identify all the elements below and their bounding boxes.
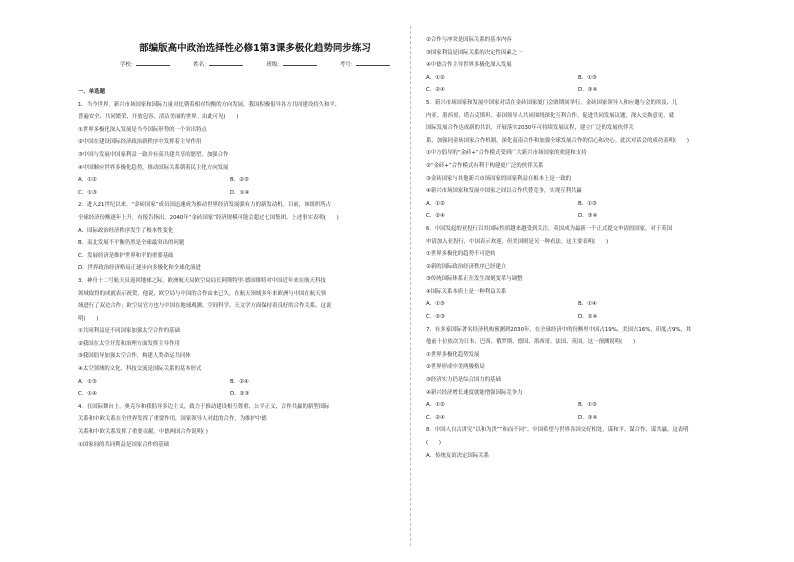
question-line: 5．新兴市场国家和发展中国家对话在金砖国家厦门会晤期间举行。金砖国家领导人和应邀与会的埃及、几 bbox=[426, 99, 678, 106]
statement-line: ③传统国际体系正在发生深刻变革与调整 bbox=[426, 276, 523, 283]
statement-line: ③经济实力仍是综合国力的基础 bbox=[426, 377, 501, 384]
class-field bbox=[267, 60, 317, 68]
option-d: D．②③ bbox=[230, 391, 250, 398]
option-d: D．③④ bbox=[578, 87, 598, 94]
statement-line: ①中方倡导的“金砖+”合作模式受到广大新兴市场国家的欢迎和支持 bbox=[426, 150, 587, 157]
answer-options-row bbox=[426, 412, 756, 425]
statement-line: ④新兴市场国家和发展中国家之间以合作代替竞争，实现互利共赢 bbox=[426, 188, 582, 195]
answer-options-row bbox=[426, 298, 756, 311]
column-divider bbox=[410, 26, 411, 546]
question-4 bbox=[78, 401, 408, 451]
option-a: A．①② bbox=[426, 200, 445, 207]
statement-line: ①共同利益是不同国家加强太空合作的基础 bbox=[78, 328, 180, 335]
option-a: A．①② bbox=[78, 177, 97, 184]
question-5 bbox=[426, 97, 756, 223]
exam-label: 考号： bbox=[339, 62, 356, 68]
option-c: C．②④ bbox=[426, 213, 445, 220]
statement-line: ①世界多极化的趋势不可逆转 bbox=[426, 251, 496, 258]
statement-line: ④中国顺应世界多极化趋势，推动国际关系朝着民主化方向发展 bbox=[78, 164, 229, 171]
answer-options-row bbox=[426, 210, 756, 223]
option-a: A．①③ bbox=[78, 378, 97, 385]
question-line: 关系和中欧关系在全世界发挥了重要作用，国家领导人对此的合作，为维护中德 bbox=[78, 416, 267, 423]
statement-line: ③国家利益是国际关系的决定性因素之一 bbox=[426, 49, 523, 56]
option-b: B．②④ bbox=[230, 378, 249, 385]
statement-line: ①国家间的共同利益是国家合作的基础 bbox=[78, 441, 170, 448]
answer-options-row bbox=[78, 388, 408, 401]
question-line: 明( ) bbox=[78, 315, 99, 322]
answer-options-row bbox=[426, 198, 756, 211]
class-label: 班级： bbox=[266, 62, 283, 68]
statement-line: ②合作与冲突是国际关系的基本内容 bbox=[426, 37, 512, 43]
option-c: C．②③ bbox=[426, 314, 445, 321]
option-line: B．南北发展不平衡仍然是全球最突出的问题 bbox=[78, 240, 185, 247]
question-2 bbox=[78, 199, 408, 275]
option-line: D．世界政治经济格局正逐步向多极化和全球化演进 bbox=[78, 265, 201, 272]
statement-line: ①世界多极化趋势发展 bbox=[426, 351, 480, 358]
option-d: D．①④ bbox=[230, 189, 250, 196]
school-label: 学校： bbox=[120, 62, 137, 68]
school-blank bbox=[136, 60, 170, 66]
statement-line: ④太空领域的文化、科技交流是国际关系的基本形式 bbox=[78, 366, 202, 373]
statement-line: ②中国在建设国际经济政治新秩序中发挥着主导作用 bbox=[78, 139, 202, 146]
question-line: 国际发展合作达成新的共识，开展落实2030年可持续发展议程，建立广泛的发展伙伴关 bbox=[426, 125, 634, 132]
question-line: 系，加强同金砖国家合作机制，深化南南合作和加强全球发展合作的信心和决心。此次对话会的成功表明( ) bbox=[426, 137, 689, 144]
statement-line: ③我国倡导加强太空合作，构建人类命运共同体 bbox=[78, 353, 191, 360]
question-7 bbox=[426, 324, 756, 425]
option-b: B．①③ bbox=[578, 402, 597, 409]
question-line: 领域取得的成就表示祝贺，他说，欧空局与中国的合作由来已久，在航天领域多年来欧洲与中国在航天领 bbox=[78, 290, 326, 297]
statement-line: ④新兴经济增长速度就能增强国际竞争力 bbox=[426, 389, 523, 396]
question-line: 申请加入亚投行，中国表示欢迎，但美国则是另一种看法。这主要表明( ) bbox=[426, 238, 609, 245]
question-4-continued bbox=[426, 34, 756, 97]
right-column bbox=[426, 34, 756, 462]
answer-options-row bbox=[426, 84, 756, 97]
question-line: 2．进入21世纪以来，“金砖国家”成员国迅速成为推动世界经济发展强有力的新发动机。目前，该组织所占 bbox=[78, 202, 332, 209]
question-line: 8．中国人自古讲究“以和为贵”“和而不同”。中国希望与世界各国交好相处，谋和平、谋合作、谋共赢。这表明 bbox=[426, 427, 689, 434]
question-line: 4．在国际舞台上，奥克尔和我倡导多边主义，致力于推动建设相互尊重、公平正义、合作共赢的新型国际 bbox=[78, 403, 330, 410]
option-b: B．②③ bbox=[230, 177, 249, 184]
option-a: A．①② bbox=[426, 74, 445, 81]
question-line: 关系和中欧关系发挥了重要贡献。中德两国合作说明( ) bbox=[78, 429, 208, 436]
exam-blank bbox=[356, 60, 390, 66]
option-line: A．传统友谊决定国际关系 bbox=[426, 452, 489, 459]
answer-options-row bbox=[426, 399, 756, 412]
statement-line: ③金砖国家与其他新兴市场国家的国家利益在根本上是一致的 bbox=[426, 175, 571, 182]
answer-options-row bbox=[78, 174, 408, 187]
exam-field bbox=[340, 60, 390, 68]
option-b: B．①④ bbox=[578, 301, 597, 308]
statement-line: ③中国与发展中国家利益一致并有高共建共享的愿望，加强合作 bbox=[78, 151, 229, 158]
question-line: 域进行了双边合作；欧空局官方也与中国在地球观测、空间科学、天文学方面保持着良好的合作关系。这说 bbox=[78, 303, 332, 310]
question-line: 1．当今世界，新兴市场国家和国际力量对比朝着相对均衡的方向发展，我国积极倡导各方共同建设持久和平、 bbox=[78, 101, 341, 108]
option-c: C．②④ bbox=[426, 87, 445, 94]
statement-line: ②我国在太空开发和治理方面发挥主导作用 bbox=[78, 340, 180, 347]
question-1 bbox=[78, 99, 408, 200]
question-line: 全球经济份额逐年上升。有报告指出，2040年“金砖国家”经济规模可能会超过七国集团。上述事实表明( ) bbox=[78, 214, 339, 221]
option-line: A．国际政治经济秩序发生了根本性变化 bbox=[78, 227, 174, 234]
statement-line: ②“金砖+”合作模式有利于构建更广泛的伙伴关系 bbox=[426, 162, 544, 169]
statement-line: ②世界形成中美两极格局 bbox=[426, 364, 485, 371]
name-label: 姓名： bbox=[193, 62, 210, 68]
question-line: 3．神舟十二号航天员返回地球之际，欧洲航天局欧空局局长阿斯特里·德国维特对中国近年来在航天科技 bbox=[78, 277, 326, 284]
statement-line: ①世界多极化深入发展是当今国际形势的一个突出特点 bbox=[78, 126, 207, 133]
option-d: D．②④ bbox=[578, 314, 598, 321]
statement-line: ②新的国际政治经济秩序已经建立 bbox=[426, 263, 507, 270]
option-c: C．②④ bbox=[426, 414, 445, 421]
student-info-row bbox=[120, 60, 390, 68]
question-line: 7．有多家国际著名经济机构预测到2030年，在全球经济中的份额里中国占19%，美国占16%，印度占9%，其 bbox=[426, 326, 692, 333]
option-b: B．①③ bbox=[578, 74, 597, 81]
question-line: 普遍安全、共同繁荣、开放包容、清洁美丽的世界。由此可见( ) bbox=[78, 114, 239, 121]
name-field bbox=[193, 60, 243, 68]
statement-line: ④国际关系本质上是一种利益关系 bbox=[426, 288, 507, 295]
question-line: ( ) bbox=[426, 440, 441, 446]
statement-line: ④中德合作主导世界多极化深入发展 bbox=[426, 62, 512, 69]
option-c: C．①④ bbox=[78, 391, 97, 398]
option-a: A．①③ bbox=[426, 301, 445, 308]
answer-options-row bbox=[78, 187, 408, 200]
class-blank bbox=[283, 60, 317, 66]
left-column bbox=[78, 86, 408, 451]
answer-options-row bbox=[426, 72, 756, 85]
question-6 bbox=[426, 223, 756, 324]
answer-options-row bbox=[78, 376, 408, 389]
section-heading: 一、单选题 bbox=[78, 89, 105, 95]
question-line: 他前十位依次为日本、巴西、俄罗斯、德国、墨西哥、法国、英国。这一预测说明( ) bbox=[426, 339, 636, 346]
option-b: B．①③ bbox=[578, 200, 597, 207]
option-c: C．①③ bbox=[78, 189, 97, 196]
question-line: 内亚、墨西哥、塔吉克斯坦、泰国领导人共同围绕深化互利合作、促进共同发展议题，深入交换意见，就 bbox=[426, 112, 674, 119]
school-field bbox=[120, 60, 170, 68]
answer-options-row bbox=[426, 311, 756, 324]
question-3 bbox=[78, 275, 408, 401]
option-d: D．③④ bbox=[578, 213, 598, 220]
option-a: A．①② bbox=[426, 402, 445, 409]
option-d: D．③④ bbox=[578, 414, 598, 421]
question-line: 6．中国发起的亚投行以其国际性质越来越受到关注，英国成为最新一个正式提交申请的国家。对于英国 bbox=[426, 225, 673, 232]
question-8 bbox=[426, 424, 756, 462]
document-title: 部编版高中政治选择性必修1第3课多极化趋势同步练习 bbox=[139, 43, 371, 54]
name-blank bbox=[209, 60, 243, 66]
option-line: C．发展经济是维护世界和平的重要基础 bbox=[78, 252, 174, 259]
